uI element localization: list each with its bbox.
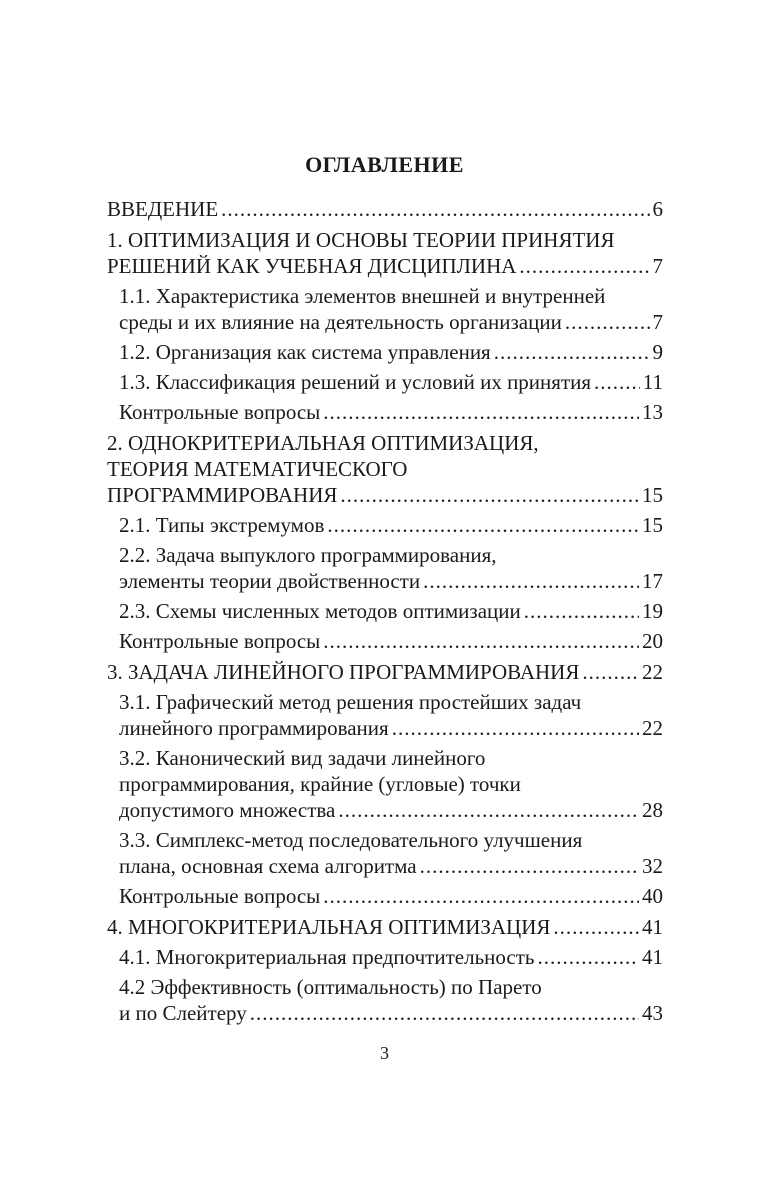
toc-entry-last-line xyxy=(119,944,663,970)
table-of-contents xyxy=(107,196,663,1026)
toc-entry-page-number: 40 xyxy=(642,884,663,908)
toc-entry-last-line xyxy=(119,715,663,741)
toc-entry-page-number: 9 xyxy=(652,340,663,364)
toc-entry xyxy=(119,542,663,594)
toc-entry xyxy=(107,914,663,940)
toc-entry xyxy=(119,628,663,654)
toc-entry-title-line: допустимого множества xyxy=(119,798,336,822)
toc-entry-last-line xyxy=(119,309,663,335)
toc-entry xyxy=(119,369,663,395)
toc-entry-title-line: 3.2. Канонический вид задачи линейного xyxy=(119,746,486,770)
toc-entry-title-line: 2.3. Схемы численных методов оптимизации xyxy=(119,599,521,623)
dot-leader xyxy=(392,715,639,741)
toc-heading: ОГЛАВЛЕНИЕ xyxy=(305,152,464,177)
toc-entry-last-line xyxy=(119,797,663,823)
toc-entry-title-line: Контрольные вопросы xyxy=(119,629,321,653)
toc-entry-last-line xyxy=(107,914,663,940)
toc-entry-title-line: 2.1. Типы экстремумов xyxy=(119,513,325,537)
toc-entry-last-line xyxy=(119,568,663,594)
dot-leader xyxy=(323,399,639,425)
toc-entry xyxy=(119,974,663,1026)
toc-entry-title-line: 3.1. Графический метод решения простейших задач xyxy=(119,690,582,714)
toc-entry-title-line: Контрольные вопросы xyxy=(119,884,321,908)
toc-entry-page-number: 15 xyxy=(642,483,663,507)
toc-entry-title-line: 1. ОПТИМИЗАЦИЯ И ОСНОВЫ ТЕОРИИ ПРИНЯТИЯ xyxy=(107,228,615,252)
toc-entry-page-number: 41 xyxy=(642,945,663,969)
toc-entry-title-line: 4.2 Эффективность (оптимальность) по Парето xyxy=(119,975,542,999)
dot-leader xyxy=(524,598,639,624)
toc-entry-title-line: 1.2. Организация как система управления xyxy=(119,340,491,364)
toc-entry-last-line xyxy=(119,369,663,395)
toc-entry-last-line xyxy=(119,1000,663,1026)
toc-entry-page-number: 15 xyxy=(642,513,663,537)
toc-entry xyxy=(119,827,663,879)
toc-entry-page-number: 22 xyxy=(642,716,663,740)
toc-entry-page-number: 20 xyxy=(642,629,663,653)
dot-leader xyxy=(221,196,649,222)
toc-entry-title-line: программирования, крайние (угловые) точки xyxy=(119,772,521,796)
toc-entry xyxy=(119,883,663,909)
toc-entry xyxy=(119,944,663,970)
dot-leader xyxy=(594,369,640,395)
toc-entry-title-line: 1.1. Характеристика элементов внешней и внутренней xyxy=(119,284,606,308)
toc-entry-title-line: 2.2. Задача выпуклого программирования, xyxy=(119,543,497,567)
toc-entry-page-number: 28 xyxy=(642,798,663,822)
toc-entry-page-number: 7 xyxy=(652,310,663,334)
toc-entry xyxy=(119,689,663,741)
toc-entry-title-line: 4.1. Многокритериальная предпочтительность xyxy=(119,945,535,969)
dot-leader xyxy=(250,1000,639,1026)
toc-entry-last-line xyxy=(107,659,663,685)
toc-entry-page-number: 43 xyxy=(642,1001,663,1025)
dot-leader xyxy=(338,797,639,823)
dot-leader xyxy=(420,853,639,879)
toc-entry xyxy=(119,339,663,365)
dot-leader xyxy=(423,568,639,594)
dot-leader xyxy=(323,628,639,654)
toc-entry xyxy=(107,227,663,279)
toc-entry-title-line: среды и их влияние на деятельность организации xyxy=(119,310,562,334)
toc-entry xyxy=(119,283,663,335)
toc-entry-title-line: 2. ОДНОКРИТЕРИАЛЬНАЯ ОПТИМИЗАЦИЯ, xyxy=(107,431,539,455)
toc-entry-title-line: ТЕОРИЯ МАТЕМАТИЧЕСКОГО xyxy=(107,457,408,481)
toc-entry-last-line xyxy=(119,853,663,879)
dot-leader xyxy=(538,944,640,970)
toc-entry xyxy=(119,512,663,538)
toc-entry xyxy=(119,745,663,823)
dot-leader xyxy=(494,339,650,365)
toc-entry-page-number: 13 xyxy=(642,400,663,424)
toc-entry-title-line: РЕШЕНИЙ КАК УЧЕБНАЯ ДИСЦИПЛИНА xyxy=(107,254,517,278)
toc-entry xyxy=(119,399,663,425)
toc-entry xyxy=(107,430,663,508)
toc-entry-last-line xyxy=(119,512,663,538)
dot-leader xyxy=(323,883,639,909)
toc-entry-title-line: 3. ЗАДАЧА ЛИНЕЙНОГО ПРОГРАММИРОВАНИЯ xyxy=(107,660,580,684)
toc-entry-page-number: 41 xyxy=(642,915,663,939)
toc-entry-page-number: 17 xyxy=(642,569,663,593)
toc-entry-last-line xyxy=(119,628,663,654)
toc-entry-title-line: 1.3. Классификация решений и условий их принятия xyxy=(119,370,592,394)
toc-entry-last-line xyxy=(119,339,663,365)
dot-leader xyxy=(565,309,650,335)
toc-entry-last-line xyxy=(119,883,663,909)
toc-entry-title-line: элементы теории двойственности xyxy=(119,569,421,593)
toc-entry-last-line xyxy=(119,399,663,425)
toc-entry-title-line: и по Слейтеру xyxy=(119,1001,247,1025)
toc-entry-title-line: линейного программирования xyxy=(119,716,389,740)
toc-entry-title-line: ПРОГРАММИРОВАНИЯ xyxy=(107,483,338,507)
toc-entry-last-line xyxy=(107,482,663,508)
toc-entry-page-number: 19 xyxy=(642,599,663,623)
toc-entry-page-number: 32 xyxy=(642,854,663,878)
dot-leader xyxy=(519,253,649,279)
toc-entry-page-number: 22 xyxy=(642,660,663,684)
toc-entry-title-line: Контрольные вопросы xyxy=(119,400,321,424)
toc-entry-page-number: 6 xyxy=(652,197,663,221)
toc-entry-title-line: ВВЕДЕНИЕ xyxy=(107,197,219,221)
toc-entry-title-line: плана, основная схема алгоритма xyxy=(119,854,417,878)
toc-entry-last-line xyxy=(107,196,663,222)
toc-entry xyxy=(107,196,663,222)
dot-leader xyxy=(340,482,639,508)
toc-entry-last-line xyxy=(107,253,663,279)
toc-entry xyxy=(107,659,663,685)
dot-leader xyxy=(553,914,639,940)
toc-entry xyxy=(119,598,663,624)
page-number: 3 xyxy=(380,1043,389,1063)
toc-entry-page-number: 7 xyxy=(652,254,663,278)
toc-entry-last-line xyxy=(119,598,663,624)
toc-entry-title-line: 4. МНОГОКРИТЕРИАЛЬНАЯ ОПТИМИЗАЦИЯ xyxy=(107,915,551,939)
toc-entry-title-line: 3.3. Симплекс-метод последовательного улучшения xyxy=(119,828,583,852)
toc-entry-page-number: 11 xyxy=(642,370,663,394)
dot-leader xyxy=(327,512,639,538)
dot-leader xyxy=(582,659,639,685)
